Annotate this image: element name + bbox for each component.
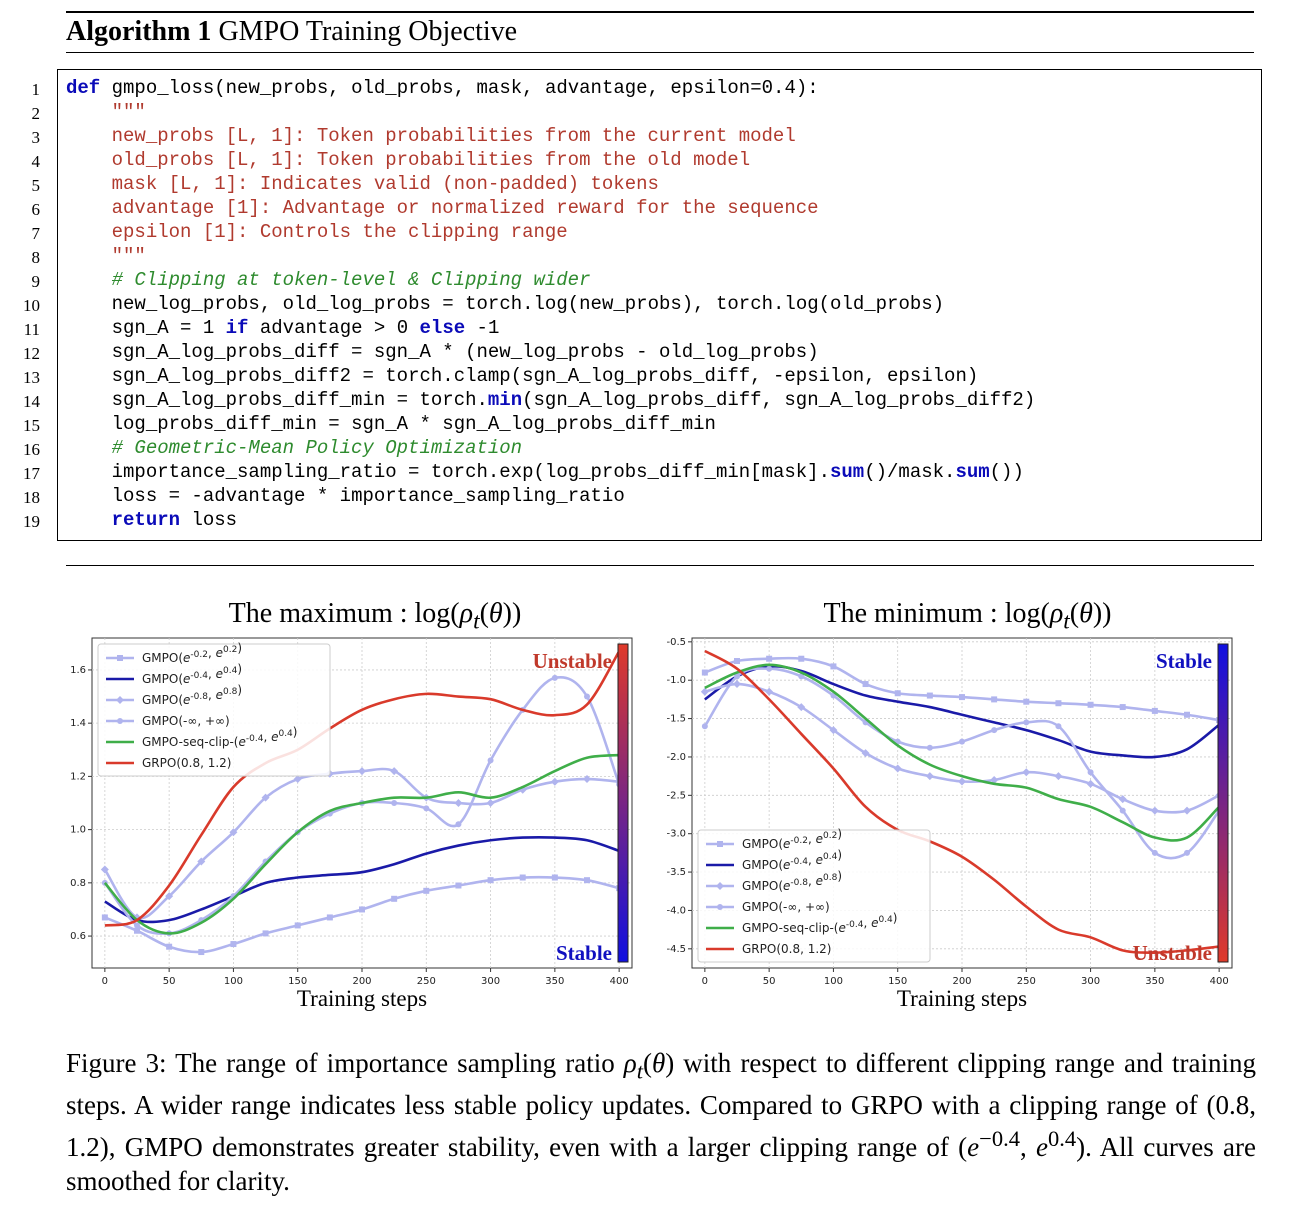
data-point [927,693,933,699]
line-number: 6 [31,200,40,219]
x-tick-label: 300 [481,976,501,987]
code-line: loss = -advantage * importance_sampling_ratio [111,485,625,507]
data-point [991,696,997,702]
stability-colorbar [1218,644,1228,962]
data-point [263,930,269,936]
legend-marker [717,904,723,910]
line-number: 15 [23,416,40,435]
data-point [488,757,494,763]
code-line: sgn_A_log_probs_diff2 = torch.clamp(sgn_A_log_probs_diff, -epsilon, epsilon) [111,365,979,387]
code-line: sgn_A = 1 if advantage > 0 else -1 [111,317,500,339]
x-tick-label: 400 [609,976,629,987]
data-point [1120,808,1126,814]
y-tick-label: -2.5 [666,790,686,802]
data-point [359,906,365,912]
line-number: 2 [31,104,40,123]
x-tick-label: 50 [762,976,776,987]
legend-marker [117,718,123,724]
legend-label: GRPO(0.8, 1.2) [142,756,232,770]
data-point [102,914,108,920]
data-point [1184,850,1190,856]
line-numbers [0,78,40,534]
algorithm-name: GMPO Training Objective [218,16,518,47]
data-point [1152,850,1158,856]
chart-minimum [660,630,1260,1020]
code-line: new_log_probs, old_log_probs = torch.log(new_probs), torch.log(old_probs) [111,293,945,315]
legend-label: GMPO-$seq-clip-(e^{-0.4}$, $e^{0.4}$) [742,911,898,935]
y-tick-label: 1.4 [70,718,86,730]
legend-label: $GMPO(e^{-0.8}$, $e^{0.8}$) [142,683,243,707]
y-tick-label: -4.0 [666,905,686,917]
legend-marker [717,841,723,847]
annotation-label: Stable [1155,649,1212,673]
annotation-label: Unstable [1132,941,1212,965]
data-point [798,656,804,662]
x-tick-label: 200 [352,976,372,987]
y-tick-label: -1.0 [666,675,686,687]
annotation-label: Stable [555,941,612,965]
legend-label: GMPO(-∞, +∞) [742,900,830,914]
line-number: 4 [31,152,40,171]
code-line: sgn_A_log_probs_diff = sgn_A * (new_log_probs - old_log_probs) [111,341,819,363]
annotation-label: Unstable [532,649,612,673]
code-line: # Geometric-Mean Policy Optimization [66,437,523,459]
line-number: 17 [23,464,40,483]
line-number: 1 [31,80,40,99]
x-tick-label: 50 [162,976,176,987]
x-tick-label: 150 [888,976,908,987]
x-axis-label: Training steps [896,986,1028,1011]
x-tick-label: 350 [545,976,565,987]
code-line: mask [L, 1]: Indicates valid (non-padded) tokens [66,173,659,195]
y-tick-label: -0.5 [666,636,686,648]
data-point [166,944,172,950]
code-line: sgn_A_log_probs_diff_min = torch.min(sgn_A_log_probs_diff, sgn_A_log_probs_diff2) [111,389,1036,411]
code-line: new_probs [L, 1]: Token probabilities from the current model [66,125,796,147]
data-point [327,914,333,920]
data-point [455,821,461,827]
legend-marker [117,655,123,661]
legend-label: GMPO(-∞, +∞) [142,714,230,728]
data-point [991,727,997,733]
y-tick-label: 1.6 [70,664,86,676]
code-line: importance_sampling_ratio = torch.exp(log_probs_diff_min[mask].sum()/mask.sum()) [111,461,1024,483]
data-point [1184,712,1190,718]
y-tick-label: 0.6 [70,931,86,943]
data-point [830,663,836,669]
data-point [488,877,494,883]
code-listing [66,76,1035,532]
data-point [230,941,236,947]
data-point [295,922,301,928]
code-line: """ [66,101,146,123]
data-point [134,928,140,934]
x-tick-label: 250 [1016,976,1036,987]
data-point [1055,723,1061,729]
legend-label: $GMPO(e^{-0.4}$, $e^{0.4}$) [142,662,243,686]
x-tick-label: 100 [223,976,243,987]
code-line: """ [66,245,146,267]
data-point [552,675,558,681]
legend-label: GMPO-$seq-clip-(e^{-0.4}$, $e^{0.4}$) [142,725,298,749]
data-point [1120,704,1126,710]
data-point [702,723,708,729]
algorithm-title [66,16,517,48]
code-line: log_probs_diff_min = sgn_A * sgn_A_log_probs_diff_min [111,413,716,435]
data-point [863,681,869,687]
chart-title-min: The minimum : $\log(\rho_t(\theta))$ [823,598,1112,635]
data-point [552,875,558,881]
line-number: 14 [23,392,40,411]
x-tick-label: 400 [1209,976,1229,987]
algorithm-label: Algorithm 1 [66,16,212,47]
line-number: 8 [31,248,40,267]
y-tick-label: 1.0 [70,824,86,836]
y-tick-label: -4.5 [666,943,686,955]
x-tick-label: 0 [101,976,109,987]
x-tick-label: 100 [823,976,843,987]
data-point [959,739,965,745]
data-point [766,656,772,662]
code-line: epsilon [1]: Controls the clipping range [66,221,568,243]
line-number: 3 [31,128,40,147]
line-number: 10 [23,296,40,315]
legend-label: GRPO(0.8, 1.2) [742,942,832,956]
x-tick-label: 250 [416,976,436,987]
code-line: return loss [111,509,238,531]
data-point [734,658,740,664]
line-number: 11 [23,320,40,339]
chart-maximum [60,630,660,1020]
bottom-rule [66,565,1254,566]
data-point [959,694,965,700]
code-line: def gmpo_loss(new_probs, old_probs, mask, advantage, epsilon=0.4): [66,77,819,99]
data-point [1023,719,1029,725]
data-point [702,670,708,676]
chart-title-max: The maximum : $\log(\rho_t(\theta))$ [228,598,522,635]
code-line: # Clipping at token-level & Clipping wider [66,269,591,291]
title-rule [66,52,1254,53]
data-point [1055,700,1061,706]
line-number: 13 [23,368,40,387]
figure-caption: Figure 3: The range of importance sampling ratio $\rho_t(\theta)$ with respect to different clipping range and training steps. A wider range indicates less stable policy updates. Compared to GRPO with a clipping range of (0.8, 1.2), GMPO demonstrates greater stability, even with a larger clipping range of ($e^{-0.4}$, $e^{0.4}$). All curves are smoothed for clarity. [66,1048,1256,1197]
x-tick-label: 350 [1145,976,1165,987]
data-point [766,666,772,672]
line-number: 18 [23,488,40,507]
line-number: 9 [31,272,40,291]
legend-label: $GMPO(e^{-0.2}$, $e^{0.2}$) [742,827,843,851]
line-number: 5 [31,176,40,195]
data-point [520,875,526,881]
data-point [1088,769,1094,775]
code-line: old_probs [L, 1]: Token probabilities from the old model [66,149,751,171]
y-tick-label: 1.2 [70,771,86,783]
legend-label: $GMPO(e^{-0.2}$, $e^{0.2}$) [142,641,243,665]
data-point [423,805,429,811]
data-point [391,896,397,902]
top-rule [66,11,1254,13]
data-point [134,922,140,928]
data-point [391,800,397,806]
data-point [927,745,933,751]
y-tick-label: -2.0 [666,751,686,763]
data-point [455,883,461,889]
data-point [584,694,590,700]
x-axis-label: Training steps [296,986,428,1011]
code-line: advantage [1]: Advantage or normalized reward for the sequence [66,197,819,219]
data-point [198,949,204,955]
line-number: 16 [23,440,40,459]
data-point [423,888,429,894]
x-tick-label: 150 [288,976,308,987]
y-tick-label: -1.5 [666,713,686,725]
legend-label: $GMPO(e^{-0.4}$, $e^{0.4}$) [742,848,843,872]
data-point [584,877,590,883]
x-tick-label: 300 [1081,976,1101,987]
line-number: 7 [31,224,40,243]
data-point [1152,708,1158,714]
legend-label: $GMPO(e^{-0.8}$, $e^{0.8}$) [742,869,843,893]
data-point [895,690,901,696]
y-tick-label: -3.0 [666,828,686,840]
data-point [1023,699,1029,705]
y-tick-label: -3.5 [666,867,686,879]
line-number: 19 [23,512,40,531]
data-point [1088,702,1094,708]
x-tick-label: 0 [701,976,709,987]
y-tick-label: 0.8 [70,877,86,889]
stability-colorbar [618,644,628,962]
x-tick-label: 200 [952,976,972,987]
line-number: 12 [23,344,40,363]
